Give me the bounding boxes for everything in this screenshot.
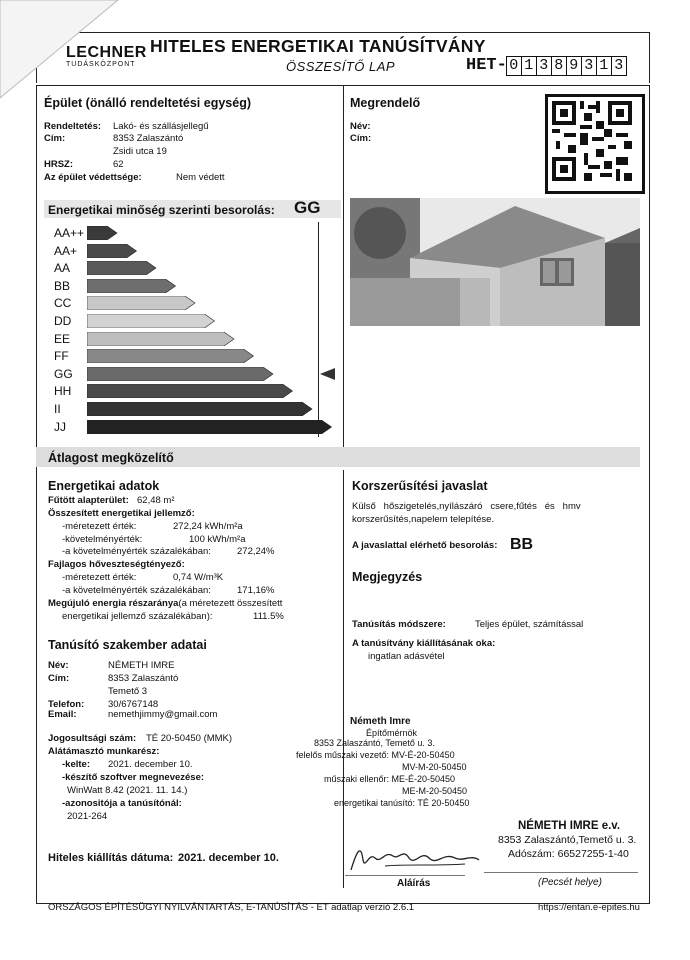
- achievable-label: A javaslattal elérhető besorolás:: [352, 540, 498, 551]
- email-label: Email:: [48, 709, 77, 720]
- energy-class-label: DD: [54, 314, 72, 328]
- hrsz-value: 62: [113, 159, 124, 170]
- specific-measured-label: -méretezett érték:: [62, 572, 137, 583]
- code-digit: 9: [566, 56, 582, 76]
- energy-class-bar: [87, 296, 197, 310]
- energy-class-bar: [87, 349, 256, 363]
- signature-label: Aláírás: [397, 878, 431, 889]
- specific-measured-value: 0,74 W/m³K: [173, 572, 224, 583]
- code-digit: 3: [536, 56, 552, 76]
- energy-class-label: CC: [54, 296, 72, 311]
- energy-class-bar: [87, 314, 217, 328]
- expert-name-value: NÉMETH IMRE: [108, 660, 175, 671]
- method-value: Teljes épület, számítással: [475, 619, 584, 630]
- phone-value: 30/6767148: [108, 699, 159, 710]
- license-label: Jogosultsági szám:: [48, 733, 137, 744]
- client-name-label: Név:: [350, 121, 371, 132]
- energy-class-bar: [87, 226, 119, 240]
- logo-subtext: TUDÁSKÖZPONT: [66, 61, 136, 68]
- stamp-line: műszaki ellenőr: ME-É-20-50450: [324, 774, 456, 784]
- building-address-label: Cím:: [44, 133, 66, 144]
- client-heading: Megrendelő: [350, 96, 421, 110]
- energy-class-label: GG: [54, 366, 73, 381]
- renewable-desc2: energetikai jellemző százalékában):: [62, 611, 213, 622]
- building-photo: [350, 198, 640, 326]
- renewable-line1: [48, 598, 282, 610]
- client-address-label: Cím:: [350, 133, 372, 144]
- stamp-line: Építőmérnök: [366, 728, 418, 738]
- footer-left: ORSZÁGOS ÉPÍTÉSÜGYI NYILVÁNTARTÁS, E-TANÚSÍTÁS - ET adatlap verzió 2.6.1: [48, 902, 415, 913]
- protection-value: Nem védett: [176, 172, 225, 183]
- stamp-line: 8353 Zalaszántó, Temető u. 3.: [314, 738, 435, 748]
- energy-class-label: AA: [54, 261, 71, 276]
- hrsz-label: HRSZ:: [44, 159, 74, 170]
- expert-address-line1: 8353 Zalaszántó: [108, 673, 179, 684]
- issue-date-value: 2021. december 10.: [178, 852, 279, 864]
- seal-label: (Pecsét helye): [538, 877, 602, 888]
- handwritten-signature: [345, 836, 485, 878]
- heated-area-value: 62,48 m²: [137, 495, 175, 506]
- signature-line: [345, 875, 465, 876]
- reason-value: ingatlan adásvétel: [368, 651, 445, 662]
- energy-class-bar: [87, 420, 334, 434]
- software-value: WinWatt 8.42 (2021. 11. 14.): [67, 785, 188, 796]
- energy-class-bar: [87, 244, 139, 258]
- code-digit: 1: [521, 56, 537, 76]
- expert-name-label: Név:: [48, 660, 69, 671]
- required-value: 100 kWh/m²a: [189, 534, 246, 545]
- code-digit: 0: [506, 56, 522, 76]
- protection-label: Az épület védettsége:: [44, 172, 142, 183]
- expert-address-line2: Temető 3: [108, 686, 148, 697]
- specific-percent-value: 171,16%: [237, 585, 275, 596]
- total-indicator-label: Összesített energetikai jellemző:: [48, 508, 195, 519]
- energy-class-label: EE: [54, 331, 71, 346]
- notes-heading: Megjegyzés: [352, 570, 423, 584]
- qr-code: [545, 94, 645, 194]
- renewable-desc1: (a méretezett összesített: [178, 598, 283, 609]
- document-title: HITELES ENERGETIKAI TANÚSÍTVÁNY: [150, 36, 486, 56]
- method-label: Tanúsítás módszere:: [352, 619, 446, 630]
- expert-heading: Tanúsító szakember adatai: [48, 638, 207, 652]
- phone-label: Telefon:: [48, 699, 85, 710]
- reason-label: A tanúsítvány kiállításának oka:: [352, 638, 496, 649]
- energy-class-label: HH: [54, 384, 72, 399]
- issued-value: 2021. december 10.: [108, 759, 193, 770]
- heated-area-label: Fűtött alapterület:: [48, 495, 129, 506]
- column-divider: [343, 470, 344, 888]
- code-digit: 1: [596, 56, 612, 76]
- upgrade-text1: Külső hőszigetelés,nyílászáró csere,fűtés és hmv: [352, 501, 581, 512]
- company-tax: Adószám: 66527255-1-40: [508, 848, 629, 860]
- internal-id-value: 2021-264: [67, 811, 108, 822]
- energy-class-bar: [87, 367, 275, 381]
- classification-value: GG: [294, 198, 321, 217]
- energy-class-label: AA+: [54, 243, 78, 258]
- certificate-code-prefix: HET-: [466, 56, 507, 75]
- logo-text: LECHNER: [66, 44, 147, 61]
- issued-label: -kelte:: [62, 759, 90, 770]
- measured-value: 272,24 kWh/m²a: [173, 521, 243, 532]
- stamp-line: ME-M-20-50450: [402, 786, 468, 796]
- classification-scale-axis: [318, 222, 319, 437]
- company-name: NÉMETH IMRE e.v.: [518, 820, 621, 832]
- license-value: TÉ 20-50450 (MMK): [146, 733, 233, 744]
- purpose-value: Lakó- és szállásjellegű: [113, 121, 209, 132]
- energy-class-label: II: [54, 402, 61, 416]
- purpose-label: Rendeltetés:: [44, 121, 102, 132]
- expert-address-label: Cím:: [48, 673, 70, 684]
- company-address: 8353 Zalaszántó,Temető u. 3.: [498, 834, 637, 846]
- seal-line: [484, 872, 638, 873]
- approx-label: Átlagost megközelítő: [48, 451, 174, 465]
- energy-class-bar: [87, 402, 314, 416]
- document-subtitle: ÖSSZESÍTŐ LAP: [286, 59, 396, 74]
- current-class-pointer-icon: [320, 368, 335, 380]
- percent-label: -a követelményérték százalékában:: [62, 546, 211, 557]
- energy-class-label: FF: [54, 349, 69, 364]
- energy-class-bar: [87, 279, 178, 293]
- building-address-line2: Zsidi utca 19: [113, 146, 167, 157]
- upgrade-heading: Korszerűsítési javaslat: [352, 479, 488, 493]
- renewable-label: Megújuló energia részaránya: [48, 598, 179, 609]
- energy-class-label: AA++: [54, 226, 85, 240]
- percent-value: 272,24%: [237, 546, 275, 557]
- internal-id-label: -azonositója a tanúsítónál:: [62, 798, 182, 809]
- energy-class-bar: [87, 384, 295, 398]
- building-heading: Épület (önálló rendeltetési egység): [44, 96, 251, 110]
- supporting-docs-label: Alátámasztó munkarész:: [48, 746, 160, 757]
- email-value: nemethjimmy@gmail.com: [108, 709, 218, 720]
- achievable-value: BB: [510, 536, 534, 553]
- issue-date-label: Hiteles kiállítás dátuma:: [48, 852, 174, 864]
- measured-label: -méretezett érték:: [62, 521, 137, 532]
- code-digit: 3: [611, 56, 627, 76]
- energy-heading: Energetikai adatok: [48, 479, 160, 493]
- specific-percent-label: -a követelményérték százalékában:: [62, 585, 211, 596]
- energy-class-label: JJ: [54, 419, 66, 434]
- renewable-value: 111.5%: [253, 611, 284, 622]
- software-label: -készítő szoftver megnevezése:: [62, 772, 205, 783]
- energy-class-bar: [87, 332, 236, 346]
- building-address-line1: 8353 Zalaszántó: [113, 133, 184, 144]
- column-divider: [343, 85, 344, 447]
- required-label: -követelményérték:: [62, 534, 143, 545]
- energy-class-bar: [87, 261, 158, 275]
- code-digit: 3: [581, 56, 597, 76]
- specific-loss-label: Fajlagos hőveszteségtényező:: [48, 559, 185, 570]
- stamp-line: Németh Imre: [350, 716, 411, 727]
- energy-class-label: BB: [54, 278, 71, 293]
- stamp-line: energetikai tanúsító: TÉ 20-50450: [334, 798, 470, 808]
- classification-label: Energetikai minőség szerinti besorolás:: [48, 203, 275, 217]
- stamp-line: MV-M-20-50450: [402, 762, 467, 772]
- code-digit: 8: [551, 56, 567, 76]
- stamp-line: felelős műszaki vezető: MV-É-20-50450: [296, 750, 455, 760]
- footer-link[interactable]: https://entan.e-epites.hu: [538, 902, 640, 913]
- upgrade-text2: korszerűsítés,napelem telepítése.: [352, 514, 495, 525]
